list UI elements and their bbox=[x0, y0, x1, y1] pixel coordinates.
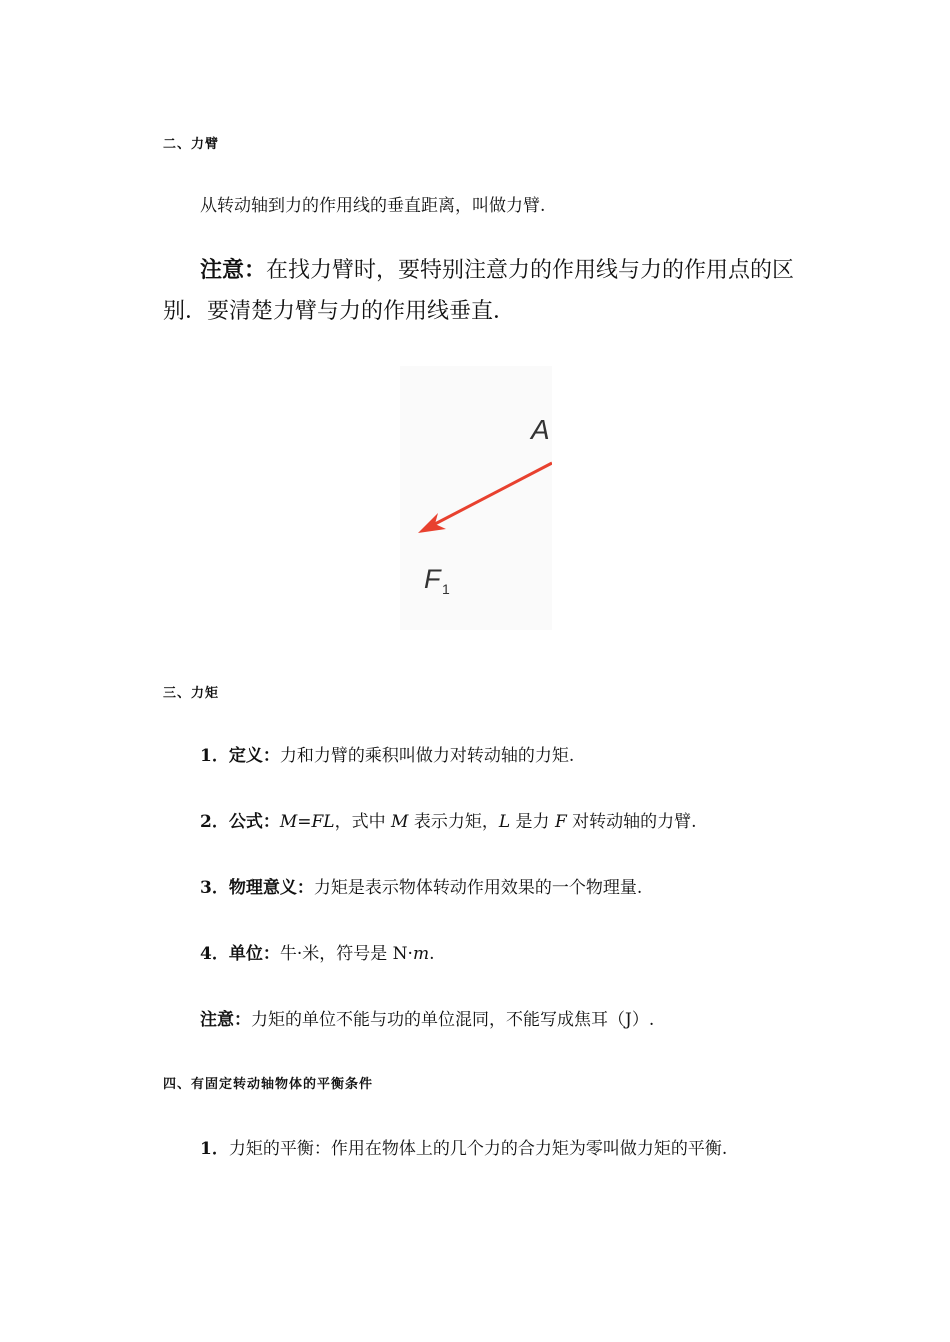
note-paragraph-line1 bbox=[200, 252, 794, 289]
item-number: 3． bbox=[200, 878, 229, 898]
force-diagram bbox=[400, 366, 552, 630]
torque-item-definition bbox=[200, 741, 574, 766]
variable-l: L bbox=[498, 812, 511, 832]
force-subscript: 1 bbox=[442, 581, 450, 597]
point-a-label: A bbox=[531, 414, 550, 445]
item-number: 1． bbox=[200, 1139, 229, 1159]
item-number: 4． bbox=[200, 944, 229, 964]
formula-text: 对转动轴的力臂. bbox=[566, 812, 697, 832]
item-end: . bbox=[429, 944, 435, 964]
item-label: 定义： bbox=[228, 746, 280, 766]
force-f-label: F bbox=[424, 564, 441, 594]
arrow-head bbox=[418, 513, 446, 533]
note-label: 注意： bbox=[200, 257, 267, 283]
note-text: 力矩的单位不能与功的单位混同，不能写成焦耳（J）. bbox=[251, 1010, 655, 1030]
variable-f: F bbox=[554, 812, 567, 832]
equilibrium-item-1 bbox=[200, 1134, 727, 1159]
section-heading-lever-arm: 二、力臂 bbox=[163, 137, 220, 152]
item-text: 力矩的平衡：作用在物体上的几个力的合力矩为零叫做力矩的平衡. bbox=[228, 1139, 728, 1159]
note-label: 注意： bbox=[200, 1010, 251, 1030]
item-text: 力和力臂的乘积叫做力对转动轴的力矩. bbox=[279, 746, 575, 766]
formula: M=FL bbox=[279, 812, 335, 832]
force-line bbox=[433, 463, 552, 525]
item-label: 单位： bbox=[228, 944, 280, 964]
section-heading-torque: 三、力矩 bbox=[163, 686, 220, 701]
item-number: 1． bbox=[200, 746, 229, 766]
formula-text: ，式中 bbox=[334, 812, 391, 832]
note-paragraph-line2: 别．要清楚力臂与力的作用线垂直． bbox=[163, 299, 516, 324]
formula-text: 是力 bbox=[510, 812, 555, 832]
variable-m: M bbox=[391, 812, 409, 832]
item-text: 力矩是表示物体转动作用效果的一个物理量. bbox=[313, 878, 643, 898]
section-heading-equilibrium: 四、有固定转动轴物体的平衡条件 bbox=[163, 1077, 374, 1092]
item-label: 物理意义： bbox=[228, 878, 314, 898]
lever-arm-definition: 从转动轴到力的作用线的垂直距离，叫做力臂. bbox=[200, 196, 546, 216]
torque-item-unit bbox=[200, 939, 434, 964]
torque-item-formula bbox=[200, 807, 697, 832]
torque-item-meaning bbox=[200, 873, 642, 898]
item-text: 牛·米，符号是 N· bbox=[279, 944, 413, 964]
torque-note bbox=[200, 1005, 654, 1030]
force-figure bbox=[400, 366, 552, 630]
item-label: 公式： bbox=[228, 812, 280, 832]
item-number: 2． bbox=[200, 812, 229, 832]
note-text-line1: 在找力臂时，要特别注意力的作用线与力的作用点的区 bbox=[266, 258, 795, 283]
formula-text: 表示力矩， bbox=[408, 812, 499, 832]
unit-m: m bbox=[412, 944, 430, 964]
